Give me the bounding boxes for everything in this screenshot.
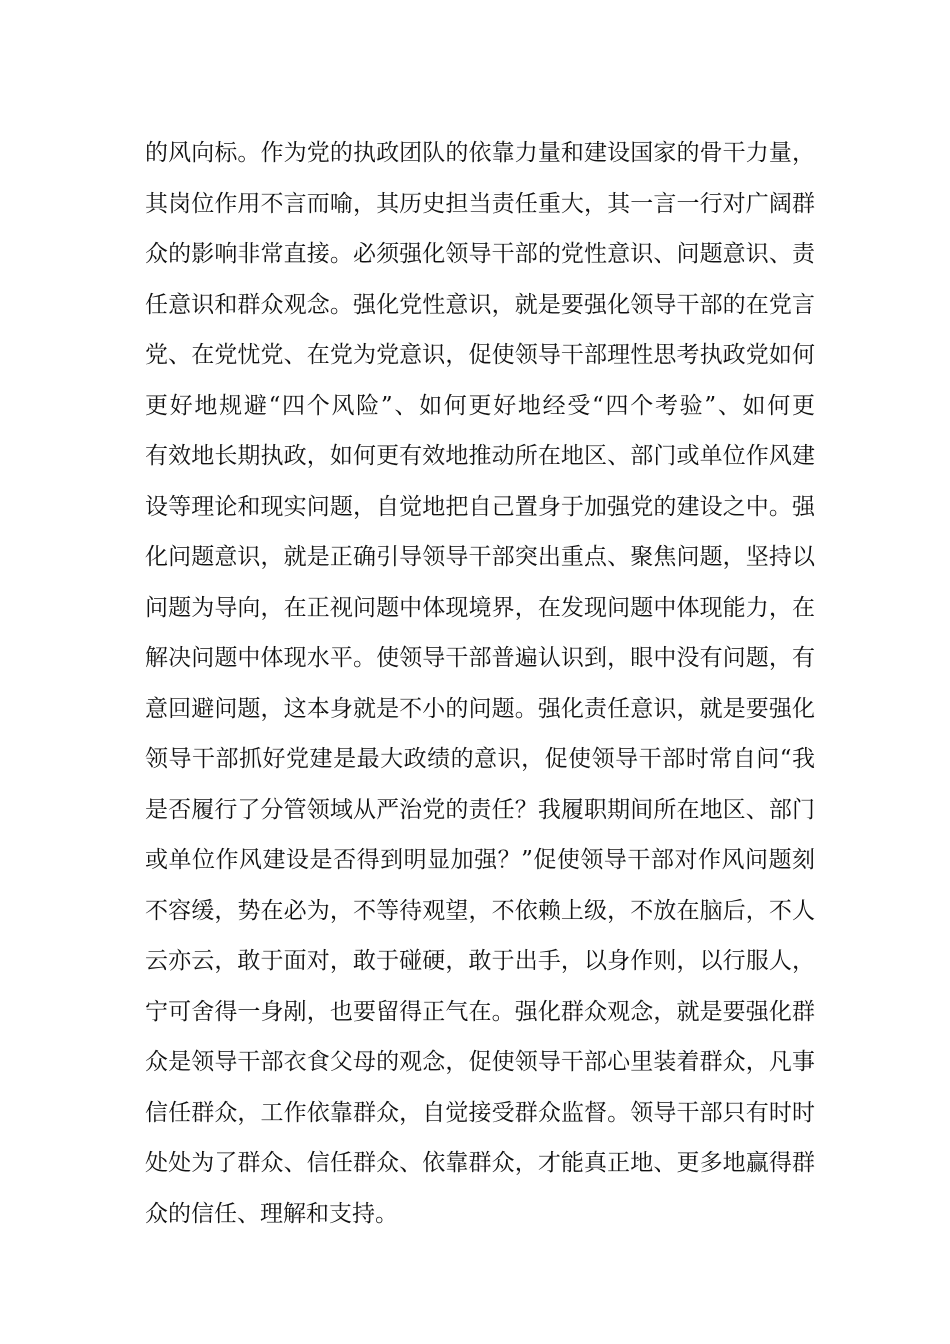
text-line-2: 其岗位作用不言而喻，其历史担当责任重大，其一言一行对广阔群 bbox=[145, 190, 815, 217]
text-line-11: 解决问题中体现水平。使领导干部普遍认识到，眼中没有问题，有 bbox=[145, 645, 815, 671]
text-line-19: 众是领导干部衣食父母的观念，促使领导干部心里装着群众，凡事 bbox=[145, 1049, 815, 1075]
text-line-3: 众的影响非常直接。必须强化领导干部的党性意识、问题意识、责 bbox=[145, 241, 815, 267]
text-line-6: 更好地规避“四个风险”、如何更好地经受“四个考验”、如何更 bbox=[145, 392, 815, 419]
text-line-1: 的风向标。作为党的执政团队的依靠力量和建设国家的骨干力量， bbox=[145, 140, 815, 166]
text-line-12: 意回避问题，这本身就是不小的问题。强化责任意识，就是要强化 bbox=[145, 695, 815, 722]
text-line-21: 处处为了群众、信任群众、依靠群众，才能真正地、更多地赢得群 bbox=[145, 1150, 815, 1176]
text-line-9: 化问题意识，就是正确引导领导干部突出重点、聚焦问题，坚持以 bbox=[145, 544, 815, 570]
text-line-18: 宁可舍得一身剐，也要留得正气在。强化群众观念，就是要强化群 bbox=[145, 998, 815, 1025]
text-line-10: 问题为导向，在正视问题中体现境界，在发现问题中体现能力，在 bbox=[145, 594, 815, 621]
text-line-20: 信任群众，工作依靠群众，自觉接受群众监督。领导干部只有时时 bbox=[145, 1099, 815, 1126]
text-line-8: 设等理论和现实问题，自觉地把自己置身于加强党的建设之中。强 bbox=[145, 493, 815, 520]
text-line-22: 众的信任、理解和支持。 bbox=[145, 1200, 398, 1227]
text-line-14: 是否履行了分管领域从严治党的责任？我履职期间所在地区、部门 bbox=[145, 796, 815, 823]
text-line-7: 有效地长期执政，如何更有效地推动所在地区、部门或单位作风建 bbox=[145, 443, 815, 469]
text-line-13: 领导干部抓好党建是最大政绩的意识，促使领导干部时常自问“我 bbox=[145, 746, 815, 772]
text-line-17: 云亦云，敢于面对，敢于碰硬，敢于出手，以身作则，以行服人， bbox=[145, 948, 815, 974]
text-line-4: 任意识和群众观念。强化党性意识，就是要强化领导干部的在党言 bbox=[145, 291, 815, 318]
body-paragraph bbox=[145, 128, 815, 1239]
text-line-15: 或单位作风建设是否得到明显加强？”促使领导干部对作风问题刻 bbox=[145, 847, 815, 873]
text-line-16: 不容缓，势在必为，不等待观望，不依赖上级，不放在脑后，不人 bbox=[145, 897, 815, 924]
text-line-5: 党、在党忧党、在党为党意识，促使领导干部理性思考执政党如何 bbox=[145, 342, 815, 368]
